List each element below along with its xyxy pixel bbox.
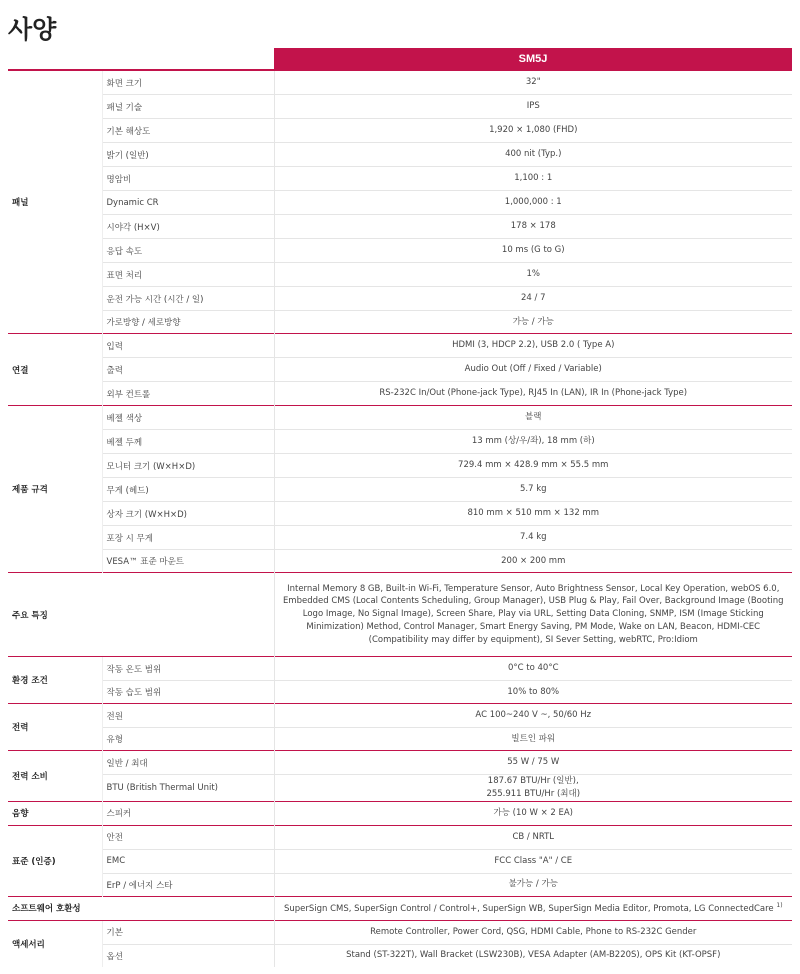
- spec-value-text: 729.4 mm × 428.9 mm × 55.5 mm: [458, 460, 609, 471]
- spec-value-text: 빌트인 파워: [511, 733, 556, 744]
- model-header: SM5J: [274, 48, 792, 70]
- spec-category: 소프트웨어 호환성: [8, 896, 274, 920]
- spec-value-text: 1,100 : 1: [514, 173, 553, 184]
- spec-row: [8, 825, 792, 849]
- spec-row: [8, 896, 792, 920]
- spec-value-text: 10 ms (G to G): [501, 245, 565, 256]
- spec-value: [274, 657, 792, 681]
- spec-label: 패널 기술: [102, 95, 274, 119]
- spec-value-text: 810 mm × 510 mm × 132 mm: [467, 508, 599, 519]
- spec-row: [8, 573, 792, 657]
- spec-row: [8, 263, 792, 287]
- spec-value: [274, 167, 792, 191]
- spec-row: [8, 406, 792, 430]
- spec-value-text: 7.4 kg: [519, 532, 547, 543]
- spec-value: [274, 896, 792, 920]
- spec-label: 밝기 (일반): [102, 143, 274, 167]
- spec-value: [274, 215, 792, 239]
- spec-value-text: 1%: [526, 269, 540, 280]
- spec-table: [8, 70, 792, 967]
- spec-row: [8, 143, 792, 167]
- spec-value: [274, 801, 792, 825]
- spec-row: [8, 873, 792, 896]
- spec-row: [8, 849, 792, 873]
- spec-value-text: 0°C to 40°C: [507, 663, 559, 674]
- spec-value: [274, 825, 792, 849]
- spec-row: [8, 167, 792, 191]
- spec-label: 화면 크기: [102, 71, 274, 95]
- spec-label: 스피커: [102, 801, 274, 825]
- spec-row: [8, 944, 792, 967]
- spec-row: [8, 550, 792, 573]
- spec-row: [8, 334, 792, 358]
- spec-label: 상자 크기 (W×H×D): [102, 502, 274, 526]
- spec-value-text: HDMI (3, HDCP 2.2), USB 2.0 ( Type A): [452, 340, 615, 351]
- spec-category: 제품 규격: [8, 406, 102, 573]
- spec-category: 패널: [8, 71, 102, 334]
- spec-row: [8, 215, 792, 239]
- spec-label: 유형: [102, 728, 274, 751]
- spec-category: 액세서리: [8, 920, 102, 967]
- spec-value: [274, 311, 792, 334]
- spec-label: 무게 (헤드): [102, 478, 274, 502]
- spec-value-text: 187.67 BTU/Hr (일반), 255.911 BTU/Hr (최대): [486, 776, 581, 799]
- spec-row: [8, 775, 792, 802]
- spec-label: 작동 온도 범위: [102, 657, 274, 681]
- spec-value: [274, 920, 792, 944]
- page-title: 사양: [8, 15, 57, 44]
- spec-row: [8, 191, 792, 215]
- spec-label: 외부 컨트롤: [102, 382, 274, 406]
- spec-row: [8, 239, 792, 263]
- spec-value: [274, 550, 792, 573]
- spec-label: 작동 습도 범위: [102, 681, 274, 704]
- spec-category: 음향: [8, 801, 102, 825]
- spec-value-text: 불가능 / 가능: [508, 879, 558, 890]
- spec-label: 안전: [102, 825, 274, 849]
- spec-value: [274, 775, 792, 802]
- spec-value-text: 24 / 7: [521, 293, 546, 304]
- spec-label: 입력: [102, 334, 274, 358]
- spec-value: [274, 704, 792, 728]
- spec-value-text: Internal Memory 8 GB, Built-in Wi-Fi, Temperature Sensor, Auto Brightness Sensor, Local Key Operation, webOS 6.0, Embedded CMS (Local Contents Scheduling, Group Manager), USB Plug & Play, Fail Over, Background Image (Booting Logo Image, No Signal Image), Screen Share, Play via URL, Setting Data Cloning, SNMP, ISM (Image Sticking Minimization) Method, Control Manager, Smart Energy Saving, PM Mode, Wake on LAN, Beacon, HDMI-CEC (Compatibility may differ by equipment), SI Sever Setting, webRTC, Pro:Idiom: [282, 583, 784, 645]
- spec-value: [274, 95, 792, 119]
- spec-row: [8, 526, 792, 550]
- spec-value-text: Audio Out (Off / Fixed / Variable): [464, 364, 602, 375]
- spec-value-text: 200 × 200 mm: [501, 555, 566, 566]
- spec-label: ErP / 에너지 스타: [102, 873, 274, 896]
- spec-value: [274, 573, 792, 657]
- spec-row: [8, 454, 792, 478]
- spec-value-text: 400 nit (Typ.): [505, 149, 562, 160]
- spec-label: Dynamic CR: [102, 191, 274, 215]
- spec-label: 표면 처리: [102, 263, 274, 287]
- spec-value-text: Stand (ST-322T), Wall Bracket (LSW230B), VESA Adapter (AM-B220S), OPS Kit (KT-OPSF): [346, 950, 721, 961]
- spec-category: 환경 조건: [8, 657, 102, 704]
- spec-value: [274, 502, 792, 526]
- spec-label: VESA™ 표준 마운트: [102, 550, 274, 573]
- spec-row: [8, 119, 792, 143]
- spec-value-text: 가능 / 가능: [512, 316, 554, 327]
- spec-label: 전원: [102, 704, 274, 728]
- spec-label: 출력: [102, 358, 274, 382]
- spec-value-text: 178 × 178: [510, 221, 556, 232]
- spec-row: [8, 502, 792, 526]
- spec-value: [274, 944, 792, 967]
- spec-value: [274, 119, 792, 143]
- spec-row: [8, 358, 792, 382]
- spec-label: 운전 가능 시간 (시간 / 일): [102, 287, 274, 311]
- spec-row: [8, 704, 792, 728]
- spec-category: 주요 특징: [8, 573, 274, 657]
- spec-value: [274, 382, 792, 406]
- spec-value-text: 블랙: [525, 412, 542, 423]
- spec-label: 응답 속도: [102, 239, 274, 263]
- spec-value-text: 1,000,000 : 1: [504, 197, 562, 208]
- spec-value: [274, 430, 792, 454]
- spec-row: [8, 430, 792, 454]
- spec-value: [274, 454, 792, 478]
- spec-row: [8, 478, 792, 502]
- spec-row: [8, 95, 792, 119]
- spec-value-text: 가능 (10 W × 2 EA): [493, 807, 573, 818]
- spec-value-text: 5.7 kg: [519, 484, 547, 495]
- spec-value: [274, 478, 792, 502]
- spec-label: 포장 시 무게: [102, 526, 274, 550]
- spec-value: [274, 263, 792, 287]
- spec-row: [8, 728, 792, 751]
- spec-label: 베젤 색상: [102, 406, 274, 430]
- spec-row: [8, 657, 792, 681]
- spec-label: 기본 해상도: [102, 119, 274, 143]
- spec-row: [8, 382, 792, 406]
- spec-value: [274, 728, 792, 751]
- spec-label: 일반 / 최대: [102, 751, 274, 775]
- spec-row: [8, 71, 792, 95]
- spec-value-text: 55 W / 75 W: [507, 757, 560, 768]
- spec-value: [274, 143, 792, 167]
- spec-row: [8, 311, 792, 334]
- table-header: [8, 48, 792, 70]
- spec-label: 명암비: [102, 167, 274, 191]
- spec-value: [274, 71, 792, 95]
- spec-category: 연결: [8, 334, 102, 406]
- spec-label: 베젤 두께: [102, 430, 274, 454]
- spec-value-text: Remote Controller, Power Cord, QSG, HDMI Cable, Phone to RS-232C Gender: [370, 926, 697, 937]
- spec-value-text: 32": [525, 77, 541, 88]
- spec-value: [274, 751, 792, 775]
- spec-value-text: 1,920 × 1,080 (FHD): [489, 125, 578, 136]
- spec-label: EMC: [102, 849, 274, 873]
- spec-value-text: FCC Class "A" / CE: [494, 855, 573, 866]
- spec-category: 전력 소비: [8, 751, 102, 802]
- spec-value: [274, 358, 792, 382]
- spec-value: [274, 849, 792, 873]
- spec-label: 모니터 크기 (W×H×D): [102, 454, 274, 478]
- spec-value-text: 13 mm (상/우/좌), 18 mm (하): [471, 436, 595, 447]
- spec-value: [274, 873, 792, 896]
- spec-value: [274, 406, 792, 430]
- spec-label: 시야각 (H×V): [102, 215, 274, 239]
- spec-value-text: CB / NRTL: [512, 831, 555, 842]
- spec-row: [8, 751, 792, 775]
- spec-value-text: AC 100~240 V ~, 50/60 Hz: [475, 710, 592, 721]
- spec-row: [8, 801, 792, 825]
- spec-label: 가로방향 / 세로방향: [102, 311, 274, 334]
- spec-value-text: IPS: [526, 101, 540, 112]
- spec-value-text: 10% to 80%: [507, 686, 560, 697]
- spec-category: 전력: [8, 704, 102, 751]
- spec-value: [274, 239, 792, 263]
- spec-category: 표준 (인증): [8, 825, 102, 896]
- footnote-marker: 1): [776, 902, 783, 910]
- spec-value: [274, 191, 792, 215]
- spec-label: 옵션: [102, 944, 274, 967]
- spec-value: [274, 526, 792, 550]
- spec-value: [274, 334, 792, 358]
- spec-value: [274, 681, 792, 704]
- spec-row: [8, 920, 792, 944]
- spec-label: BTU (British Thermal Unit): [102, 775, 274, 802]
- spec-row: [8, 287, 792, 311]
- spec-row: [8, 681, 792, 704]
- spec-label: 기본: [102, 920, 274, 944]
- spec-value: [274, 287, 792, 311]
- spec-value-text: RS-232C In/Out (Phone-jack Type), RJ45 In (LAN), IR In (Phone-jack Type): [379, 388, 688, 399]
- spec-value-text: SuperSign CMS, SuperSign Control / Control+, SuperSign WB, SuperSign Media Editor, Promota, LG ConnectedCare: [283, 904, 774, 915]
